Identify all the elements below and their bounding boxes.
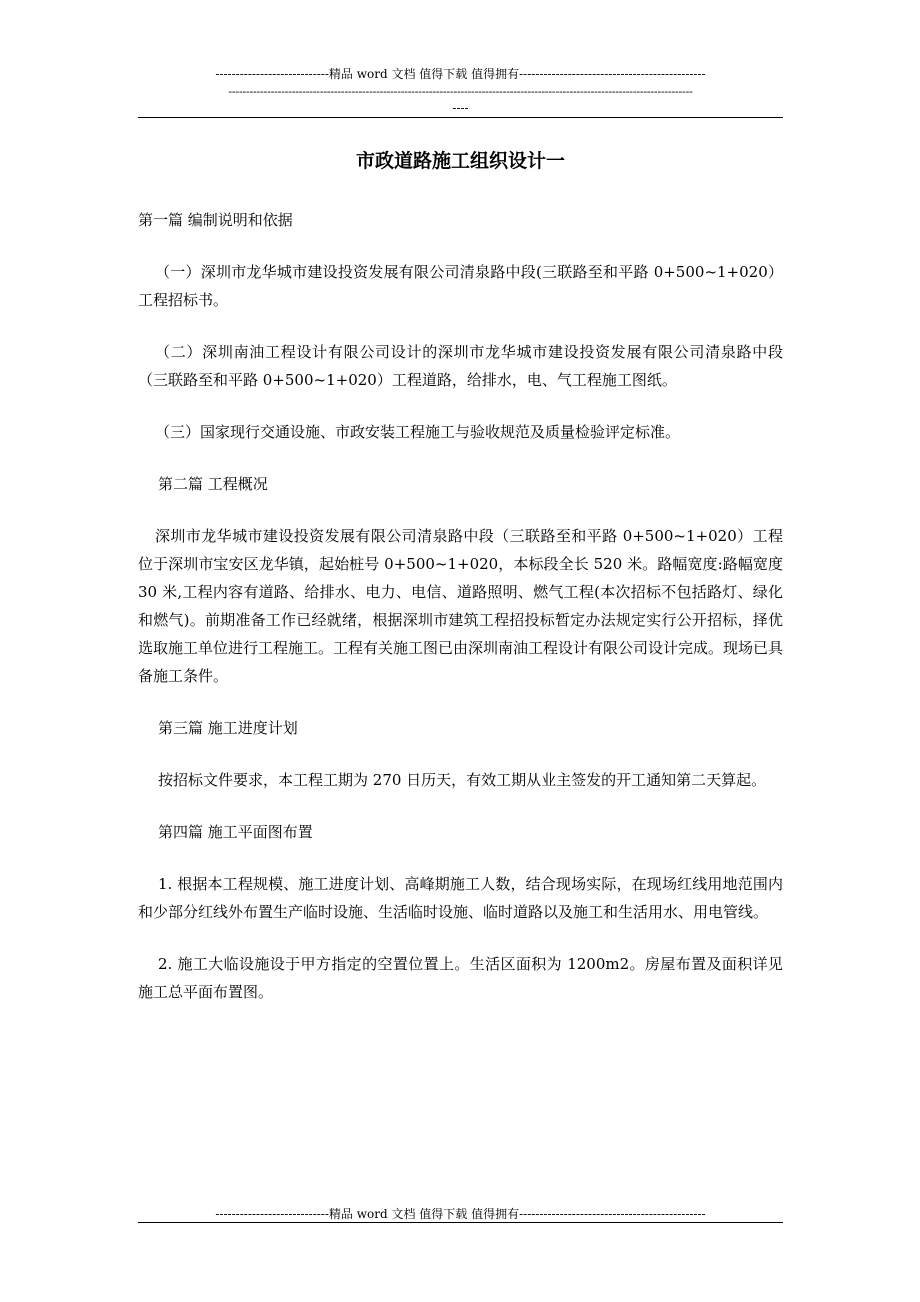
footer-banner: ----------------------------精品 word 文档 值得下载 值得拥有---------------------------------------------- — [215, 1207, 706, 1221]
section-heading: 第三篇 施工进度计划 — [158, 719, 298, 737]
header-dash-tail: ---- — [452, 101, 469, 115]
paragraph: （一）深圳市龙华城市建设投资发展有限公司清泉路中段(三联路至和平路 0+500~1+020）工程招标书。 — [138, 263, 783, 309]
paragraph: 按招标文件要求，本工程工期为 270 日历天，有效工期从业主签发的开工通知第二天算起。 — [158, 771, 767, 789]
header-banner: ----------------------------精品 word 文档 值得下载 值得拥有---------------------------------------------- — [215, 67, 706, 81]
paragraph: （三）国家现行交通设施、市政安装工程施工与验收规范及质量检验评定标准。 — [155, 423, 681, 441]
document-body — [138, 206, 783, 1030]
paragraph: 2. 施工大临设施设于甲方指定的空置位置上。生活区面积为 1200m2。房屋布置及面积详见施工总平面布置图。 — [138, 955, 783, 1001]
paragraph: 1. 根据本工程规模、施工进度计划、高峰期施工人数，结合现场实际，在现场红线用地范围内和少部分红线外布置生产临时设施、生活临时设施、临时道路以及施工和生活用水、用电管线。 — [138, 875, 783, 921]
header-dash-line: ------------------------------------------------------------------------------------------------------------------------------------ — [228, 85, 693, 98]
document-title: 市政道路施工组织设计一 — [355, 150, 565, 172]
paragraph: （二）深圳南油工程设计有限公司设计的深圳市龙华城市建设投资发展有限公司清泉路中段（三联路至和平路 0+500~1+020）工程道路，给排水，电、气工程施工图纸。 — [138, 343, 783, 389]
paragraph: 深圳市龙华城市建设投资发展有限公司清泉路中段（三联路至和平路 0+500~1+020）工程位于深圳市宝安区龙华镇，起始桩号 0+500~1+020，本标段全长 520 米。路幅宽度:路幅宽度 30 米,工程内容有道路、给排水、电力、电信、道路照明、燃气工程(本次招标不包括路灯、绿化和燃气)。前期准备工作已经就绪，根据深圳市建筑工程招投标暂定办法规定实行公开招标，择优选取施工单位进行工程施工。工程有关施工图已由深圳南油工程设计有限公司设计完成。现场已具备施工条件。 — [138, 527, 784, 685]
section-heading: 第二篇 工程概况 — [158, 475, 268, 493]
header-rule — [138, 117, 783, 118]
section-heading: 第一篇 编制说明和依据 — [138, 211, 293, 229]
footer-rule — [138, 1222, 783, 1223]
section-heading: 第四篇 施工平面图布置 — [158, 823, 313, 841]
